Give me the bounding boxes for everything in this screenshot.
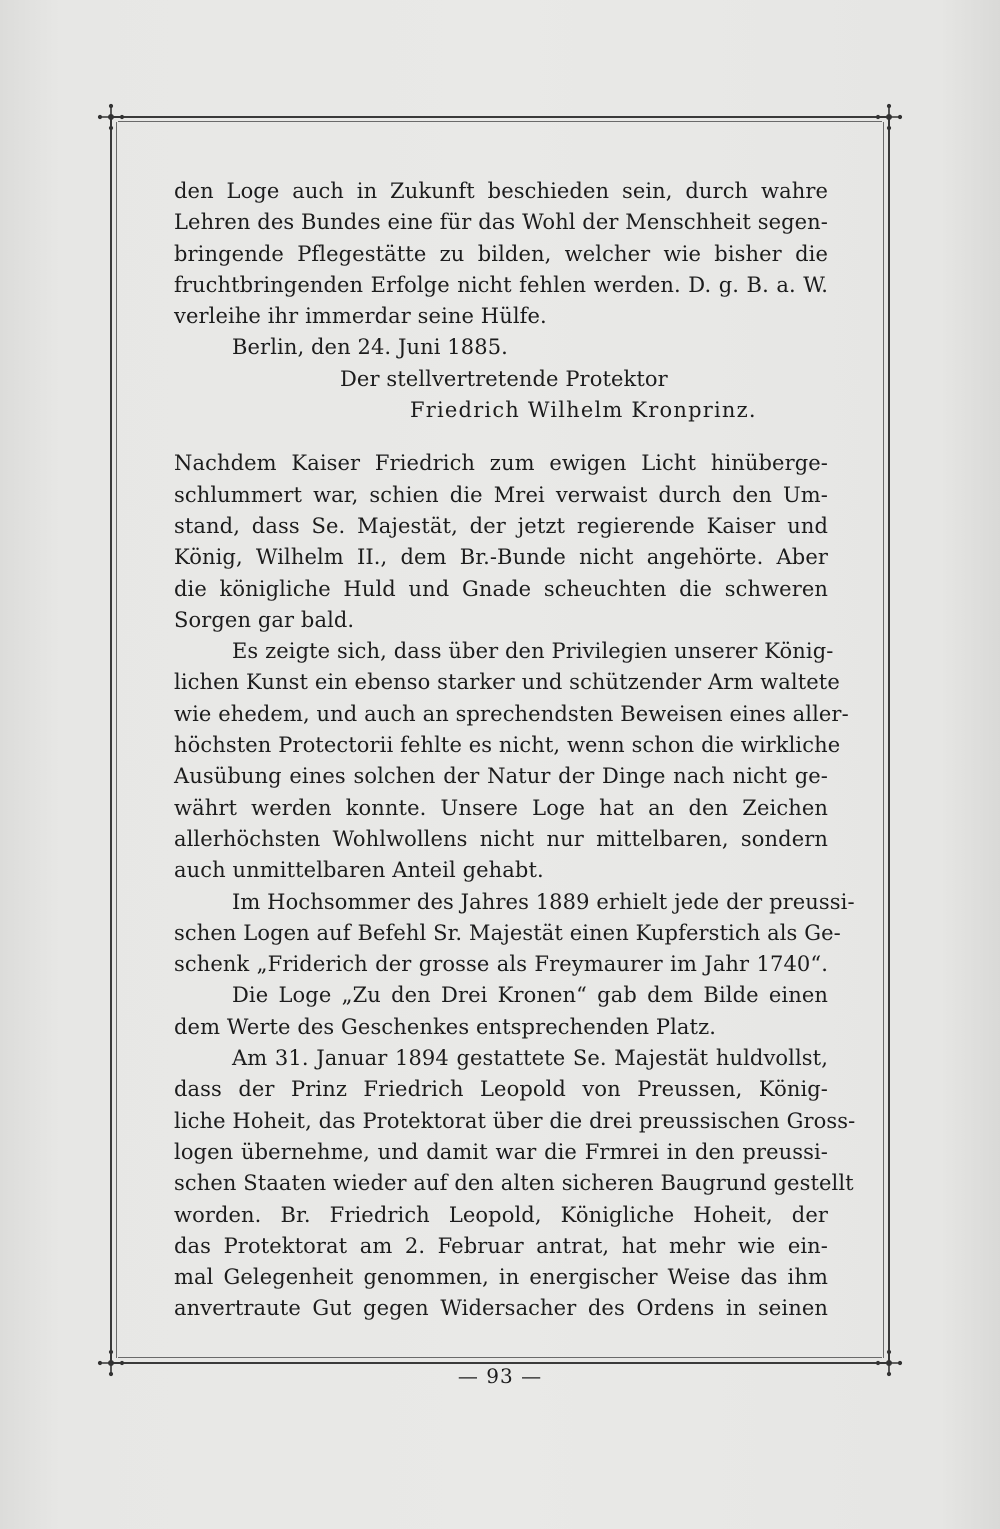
text-line: bringende Pflegestätte zu bilden, welcher wie bisher die <box>174 241 828 266</box>
frame-right-rule <box>888 116 890 1364</box>
text-line: anvertraute Gut gegen Widersacher des Ordens in seinen <box>174 1296 828 1321</box>
text-line: Am 31. Januar 1894 gestattete Se. Majestät huldvollst, <box>232 1046 828 1071</box>
text-line: Ausübung eines solchen der Natur der Dinge nach nicht ge- <box>174 764 828 789</box>
text-line: höchsten Protectorii fehlte es nicht, wenn schon die wirkliche <box>174 733 841 758</box>
text-line: König, Wilhelm II., dem Br.-Bunde nicht angehörte. Aber <box>174 545 828 570</box>
frame-bottom-inner-rule <box>118 1357 882 1358</box>
frame-left-rule <box>110 116 112 1364</box>
text-line: lichen Kunst ein ebenso starker und schützender Arm waltete <box>174 670 840 695</box>
text-line: schlummert war, schien die Mrei verwaist durch den Um- <box>174 482 828 507</box>
text-line: das Protektorat am 2. Februar antrat, hat mehr wie ein- <box>174 1233 828 1258</box>
text-line: den Loge auch in Zukunft beschieden sein, durch wahre <box>174 179 828 203</box>
dateline: Berlin, den 24. Juni 1885. <box>232 335 508 360</box>
text-line: Die Loge „Zu den Drei Kronen“ gab dem Bilde einen <box>232 983 828 1008</box>
signature-name: Friedrich Wilhelm Kronprinz. <box>410 398 757 423</box>
text-line: Es zeigte sich, dass über den Privilegien unserer König- <box>232 639 834 664</box>
text-line: währt werden konnte. Unsere Loge hat an den Zeichen <box>174 795 828 820</box>
text-line: wie ehedem, und auch an sprechendsten Beweisen eines aller- <box>174 701 849 726</box>
text-line: allerhöchsten Wohlwollens nicht nur mittelbaren, sondern <box>174 826 828 851</box>
corner-ornament-icon <box>874 102 904 132</box>
frame-top-inner-rule <box>118 121 882 122</box>
frame-left-inner-rule <box>116 122 117 1358</box>
body-text <box>174 176 856 1325</box>
text-line: stand, dass Se. Majestät, der jetzt regierende Kaiser und <box>174 513 828 538</box>
text-line: fruchtbringenden Erfolge nicht fehlen werden. D. g. B. a. W. <box>174 272 828 297</box>
text-line: schen Staaten wieder auf den alten sicheren Baugrund gestellt <box>174 1171 854 1196</box>
paragraph-gap <box>174 426 828 448</box>
text-line: dass der Prinz Friedrich Leopold von Preussen, König- <box>174 1077 828 1102</box>
text-line: schenk „Friderich der grosse als Freymaurer im Jahr 1740“. <box>174 952 828 977</box>
frame-top-rule <box>110 116 890 118</box>
page-number: — 93 — <box>457 1364 543 1388</box>
text-line: Sorgen gar bald. <box>174 607 355 632</box>
corner-ornament-icon <box>96 102 126 132</box>
signature-title: Der stellvertretende Protektor <box>340 366 668 391</box>
text-line: logen übernehme, und damit war die Frmrei in den preussi- <box>174 1139 828 1164</box>
text-line: auch unmittelbaren Anteil gehabt. <box>174 858 544 883</box>
text-line: Lehren des Bundes eine für das Wohl der Menschheit segen- <box>174 210 828 235</box>
text-line: liche Hoheit, das Protektorat über die drei preussischen Gross- <box>174 1108 856 1133</box>
text-line: die königliche Huld und Gnade scheuchten die schweren <box>174 576 828 601</box>
text-line: mal Gelegenheit genommen, in energischer Weise das ihm <box>174 1265 828 1290</box>
text-line: Nachdem Kaiser Friedrich zum ewigen Licht hinüberge- <box>174 451 828 476</box>
frame-right-inner-rule <box>883 122 884 1358</box>
text-line: verleihe ihr immerdar seine Hülfe. <box>174 304 547 329</box>
text-line: Im Hochsommer des Jahres 1889 erhielt jede der preussi- <box>232 889 855 914</box>
text-line: schen Logen auf Befehl Sr. Majestät einen Kupferstich als Ge- <box>174 920 841 945</box>
text-line: dem Werte des Geschenkes entsprechenden Platz. <box>174 1014 717 1039</box>
text-line: worden. Br. Friedrich Leopold, Königliche Hoheit, der <box>174 1202 828 1227</box>
